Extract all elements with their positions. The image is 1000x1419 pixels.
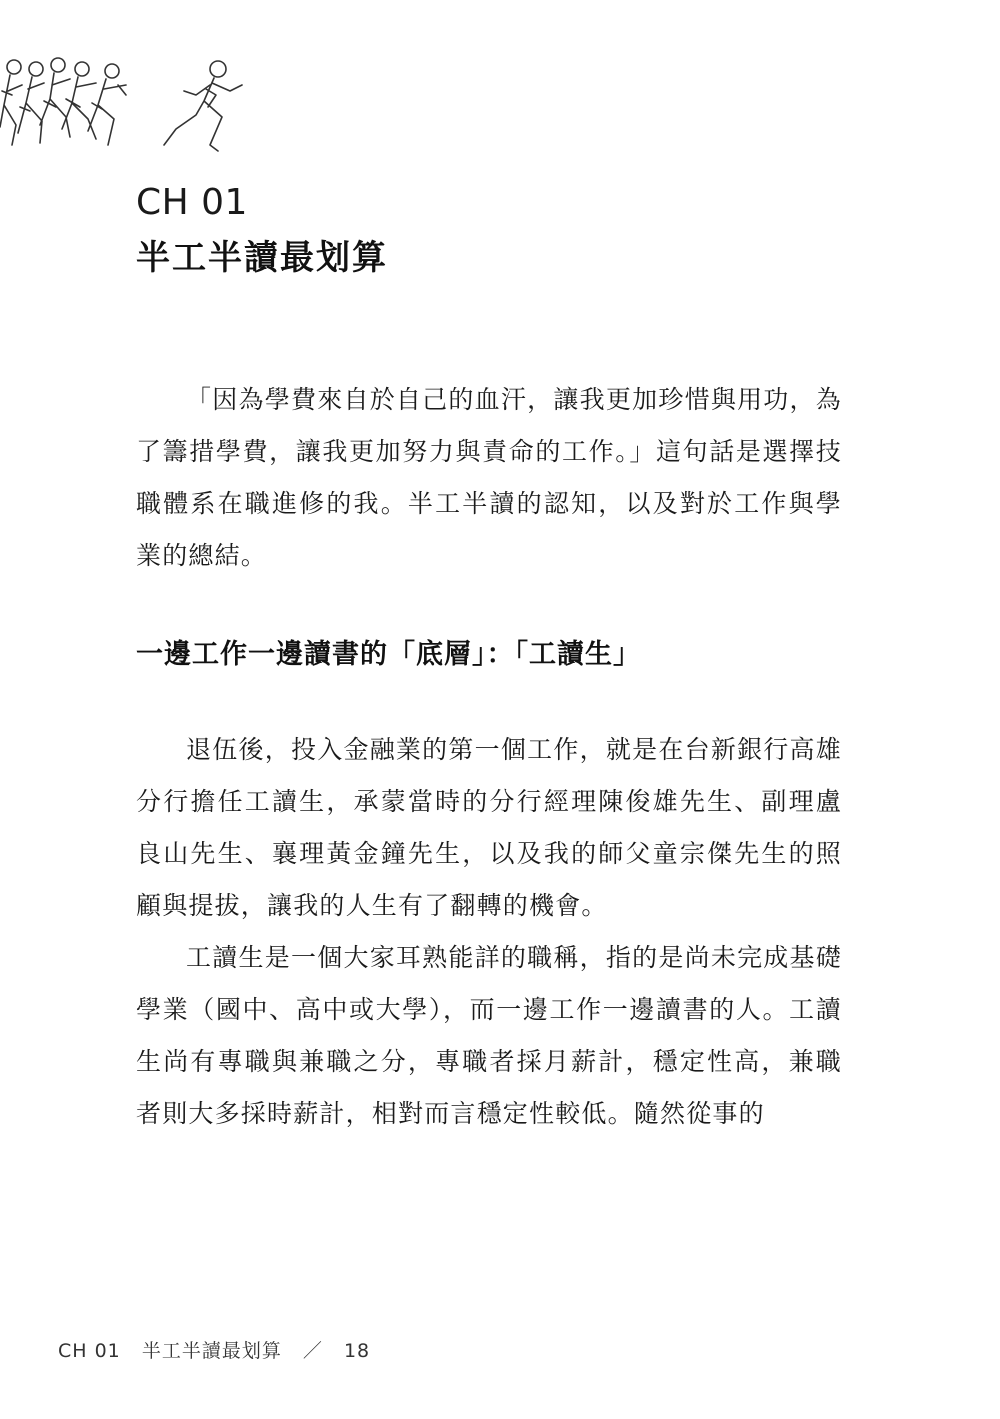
chapter-number: CH 01 <box>136 182 248 223</box>
footer-title: 半工半讀最划算 <box>141 1340 282 1362</box>
body-paragraph-1: 退伍後，投入金融業的第一個工作，就是在台新銀行高雄分行擔任工讀生，承蒙當時的分行經理陳俊雄先生、副理盧良山先生、襄理黃金鐘先生，以及我的師父童宗傑先生的照顧與提拔，讓我的人生有了翻轉的機會。 <box>136 735 842 920</box>
intro-paragraph: 「因為學費來自於自己的血汗，讓我更加珍惜與用功，為了籌措學費，讓我更加努力與責命的工作。」這句話是選擇技職體系在職進修的我。半工半讀的認知，以及對於工作與學業的總結。 <box>136 385 842 570</box>
footer-chapter: CH 01 <box>58 1340 121 1362</box>
running-businessmen-illustration <box>0 55 260 165</box>
page-footer <box>58 1336 384 1363</box>
section-heading: 一邊工作一邊讀書的「底層」：「工讀生」 <box>136 639 641 670</box>
page-number: 18 <box>343 1340 371 1362</box>
footer-separator: ／ <box>302 1340 323 1362</box>
body-paragraph-2: 工讀生是一個大家耳熟能詳的職稱，指的是尚未完成基礎學業（國中、高中或大學），而一邊工作一邊讀書的人。工讀生尚有專職與兼職之分，專職者採月薪計，穩定性高，兼職者則大多採時薪計，相對而言穩定性較低。隨然從事的 <box>136 943 842 1128</box>
chapter-title: 半工半讀最划算 <box>136 238 388 278</box>
